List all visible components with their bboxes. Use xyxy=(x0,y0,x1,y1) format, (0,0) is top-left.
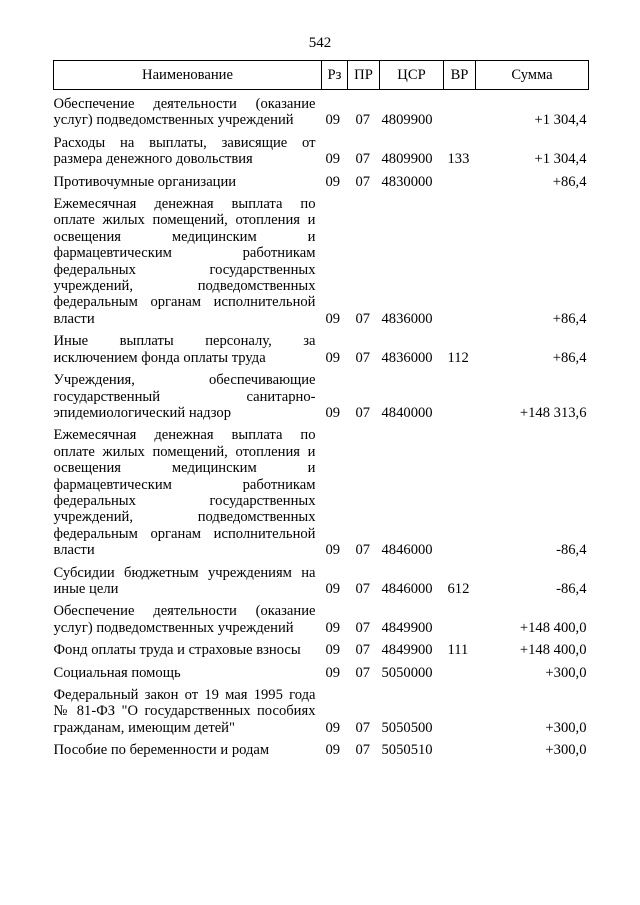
row-rz: 09 xyxy=(325,642,341,659)
row-name-line: Пособие по беременности и родам xyxy=(53,742,270,759)
row-csr: 4809900 xyxy=(381,151,433,168)
row-vr xyxy=(444,190,476,327)
row-vr xyxy=(444,366,476,421)
table-row xyxy=(54,168,589,190)
table-header-row xyxy=(54,61,589,90)
row-name-line: освещения медицинским и xyxy=(53,460,316,477)
row-rz: 09 xyxy=(325,742,341,759)
row-name-line: федеральных государственных xyxy=(53,492,316,509)
row-name-line: государственный санитарно- xyxy=(53,388,316,405)
row-rz: 09 xyxy=(325,664,341,681)
row-rz: 09 xyxy=(325,112,341,129)
row-vr: 111 xyxy=(447,642,469,659)
row-name xyxy=(54,681,322,736)
row-rz: 09 xyxy=(325,404,341,421)
header-pr: ПР xyxy=(348,61,380,90)
row-name xyxy=(54,736,322,758)
row-name xyxy=(54,597,322,636)
row-name-line: услуг) подведомственных учреждений xyxy=(53,112,294,129)
table-row xyxy=(54,366,589,421)
table-body xyxy=(54,90,589,759)
table-row xyxy=(54,559,589,598)
row-name-line: федеральным органам исполнительной xyxy=(53,525,316,542)
row-csr: 4840000 xyxy=(381,404,433,421)
row-csr: 4836000 xyxy=(381,310,433,327)
row-name xyxy=(54,90,322,129)
header-name: Наименование xyxy=(54,61,322,90)
row-vr xyxy=(444,681,476,736)
row-csr: 4830000 xyxy=(381,173,433,190)
row-sum: +300,0 xyxy=(545,719,587,736)
row-name-line: власти xyxy=(53,310,95,327)
row-name-line: размера денежного довольствия xyxy=(53,151,253,168)
row-name xyxy=(54,636,322,658)
row-name-line: Обеспечение деятельности (оказание xyxy=(53,603,316,620)
row-sum: +86,4 xyxy=(552,310,587,327)
row-vr xyxy=(444,659,476,681)
budget-table xyxy=(53,60,589,759)
row-pr: 07 xyxy=(355,580,371,597)
row-sum: +86,4 xyxy=(552,173,587,190)
header-csr: ЦСР xyxy=(380,61,444,90)
row-name-line: федеральных государственных xyxy=(53,261,316,278)
header-vr: ВР xyxy=(444,61,476,90)
row-rz: 09 xyxy=(325,310,341,327)
row-vr: 612 xyxy=(447,580,470,597)
row-pr: 07 xyxy=(355,642,371,659)
row-sum: +1 304,4 xyxy=(534,151,587,168)
table-row xyxy=(54,597,589,636)
row-name-line: Социальная помощь xyxy=(53,664,181,681)
row-csr: 5050500 xyxy=(381,719,433,736)
row-name-line: Обеспечение деятельности (оказание xyxy=(53,96,316,112)
row-csr: 5050510 xyxy=(381,742,433,759)
row-csr: 5050000 xyxy=(381,664,433,681)
row-name-line: оплате жилых помещений, отопления и xyxy=(53,212,316,229)
row-rz: 09 xyxy=(325,580,341,597)
row-pr: 07 xyxy=(355,404,371,421)
row-name-line: Учреждения, обеспечивающие xyxy=(53,372,316,389)
row-pr: 07 xyxy=(355,349,371,366)
row-csr: 4849900 xyxy=(381,642,433,659)
row-sum: -86,4 xyxy=(556,542,587,559)
row-sum: +300,0 xyxy=(545,664,587,681)
row-name-line: услуг) подведомственных учреждений xyxy=(53,619,294,636)
row-name-line: Ежемесячная денежная выплата по xyxy=(53,196,316,213)
row-vr xyxy=(444,90,476,129)
row-pr: 07 xyxy=(355,173,371,190)
row-name-line: учреждений, подведомственных xyxy=(53,509,316,526)
row-sum: +86,4 xyxy=(552,349,587,366)
row-name-line: иные цели xyxy=(53,580,119,597)
row-name-line: № 81-ФЗ "О государственных пособиях xyxy=(53,703,316,720)
row-pr: 07 xyxy=(355,310,371,327)
header-sum: Сумма xyxy=(476,61,589,90)
row-sum: -86,4 xyxy=(556,580,587,597)
row-pr: 07 xyxy=(355,619,371,636)
row-vr xyxy=(444,421,476,558)
row-name-line: власти xyxy=(53,542,95,559)
row-name xyxy=(54,190,322,327)
row-name-line: Иные выплаты персоналу, за xyxy=(53,333,316,350)
table-row xyxy=(54,636,589,658)
row-name-line: Ежемесячная денежная выплата по xyxy=(53,427,316,444)
row-name xyxy=(54,659,322,681)
row-sum: +300,0 xyxy=(545,742,587,759)
row-sum: +148 400,0 xyxy=(519,619,587,636)
row-pr: 07 xyxy=(355,112,371,129)
row-name-line: оплате жилых помещений, отопления и xyxy=(53,443,316,460)
row-vr: 133 xyxy=(447,151,470,168)
row-sum: +1 304,4 xyxy=(534,112,587,129)
row-name-line: Субсидии бюджетным учреждениям на xyxy=(53,564,316,581)
row-rz: 09 xyxy=(325,151,341,168)
table-row xyxy=(54,736,589,758)
row-name xyxy=(54,366,322,421)
row-name-line: эпидемиологический надзор xyxy=(53,404,231,421)
row-rz: 09 xyxy=(325,542,341,559)
row-name-line: фармацевтическим работникам xyxy=(53,245,316,262)
header-rz: Рз xyxy=(322,61,348,90)
table-row xyxy=(54,190,589,327)
row-rz: 09 xyxy=(325,173,341,190)
row-vr xyxy=(444,736,476,758)
table-row xyxy=(54,129,589,168)
row-sum: +148 400,0 xyxy=(519,642,587,659)
table-row xyxy=(54,90,589,129)
table-row xyxy=(54,681,589,736)
row-name-line: исключением фонда оплаты труда xyxy=(53,349,266,366)
row-name-line: Фонд оплаты труда и страховые взносы xyxy=(53,642,301,659)
row-name-line: Противочумные организации xyxy=(53,173,237,190)
row-name-line: учреждений, подведомственных xyxy=(53,278,316,295)
row-csr: 4849900 xyxy=(381,619,433,636)
row-name-line: гражданам, имеющим детей" xyxy=(53,719,235,736)
row-name-line: Федеральный закон от 19 мая 1995 года xyxy=(53,687,316,703)
row-csr: 4846000 xyxy=(381,542,433,559)
row-name xyxy=(54,421,322,558)
row-rz: 09 xyxy=(325,619,341,636)
row-name-line: освещения медицинским и xyxy=(53,228,316,245)
table-row xyxy=(54,659,589,681)
table-row xyxy=(54,327,589,366)
row-name xyxy=(54,168,322,190)
row-name-line: Расходы на выплаты, зависящие от xyxy=(53,134,316,151)
row-sum: +148 313,6 xyxy=(519,404,587,421)
row-vr xyxy=(444,597,476,636)
row-csr: 4846000 xyxy=(381,580,433,597)
row-rz: 09 xyxy=(325,719,341,736)
row-pr: 07 xyxy=(355,542,371,559)
page-number: 542 xyxy=(308,35,332,51)
row-pr: 07 xyxy=(355,742,371,759)
row-name-line: фармацевтическим работникам xyxy=(53,476,316,493)
row-pr: 07 xyxy=(355,151,371,168)
row-pr: 07 xyxy=(355,664,371,681)
row-vr xyxy=(444,168,476,190)
row-rz: 09 xyxy=(325,349,341,366)
row-vr: 112 xyxy=(447,349,469,366)
row-pr: 07 xyxy=(355,719,371,736)
row-name xyxy=(54,327,322,366)
row-name xyxy=(54,129,322,168)
table-row xyxy=(54,421,589,558)
row-name xyxy=(54,559,322,598)
row-csr: 4809900 xyxy=(381,112,433,129)
row-csr: 4836000 xyxy=(381,349,433,366)
row-name-line: федеральным органам исполнительной xyxy=(53,294,316,311)
